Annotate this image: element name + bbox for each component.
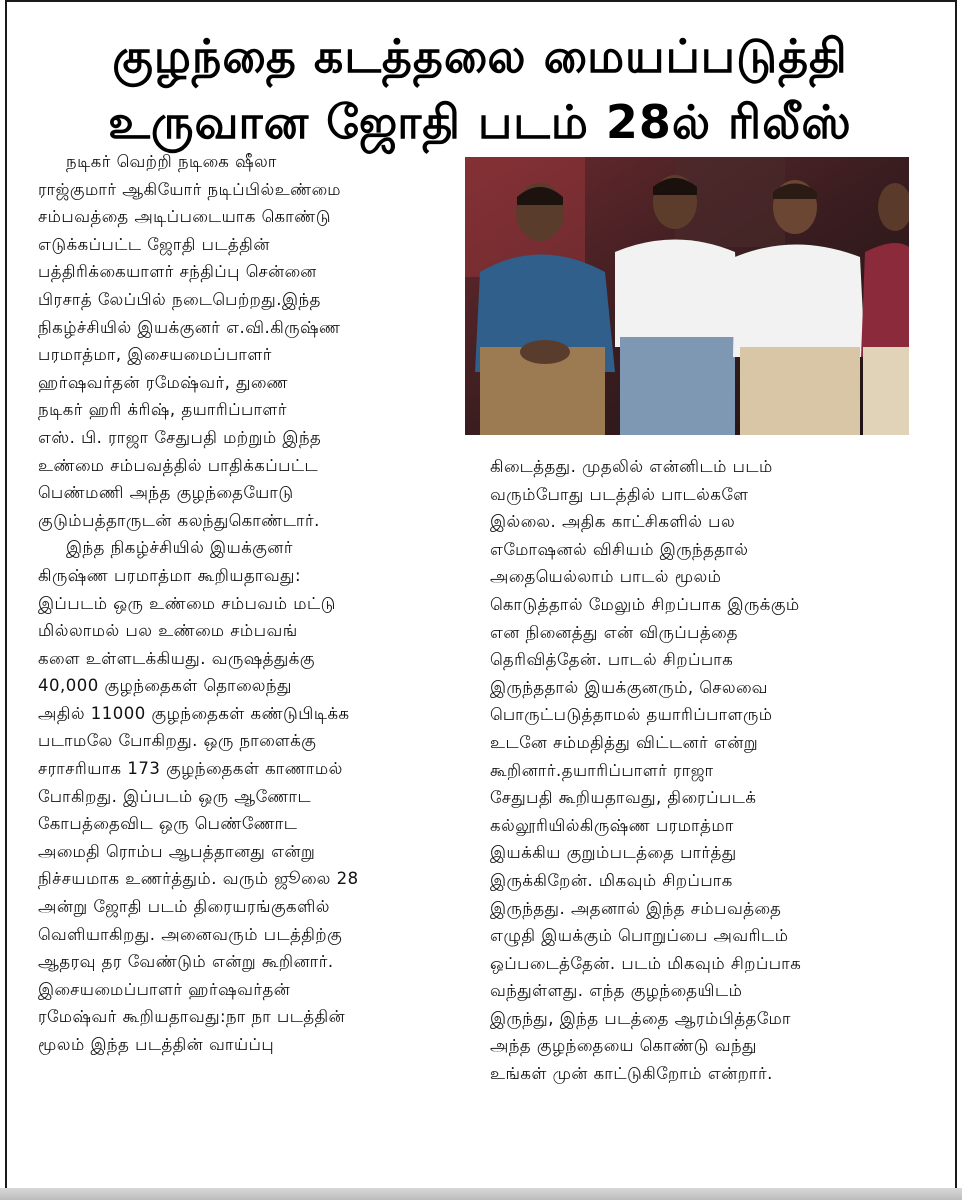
event-photo xyxy=(465,157,909,435)
article-paragraph: நடிகர் வெற்றி நடிகை ஷீலா ராஜ்குமார் ஆகியோர் நடிப்பில்உண்மை சம்பவத்தை அடிப்படையாக கொண்டு எடுக்கப்பட்ட ஜோதி படத்தின் பத்திரிக்கையாளர் சந்திப்பு சென்னை பிரசாத் லேப்பில் நடைபெற்றது.இந்த நிகழ்ச்சியில் இயக்குனர் எ.வி.கிருஷ்ண பரமாத்மா, இசையமைப்பாளர் ஹர்ஷவர்தன் ரமேஷ்வர், துணை நடிகர் ஹரி க்ரிஷ், தயாரிப்பாளர் எஸ். பி. ராஜா சேதுபதி மற்றும் இந்த உண்மை சம்பவத்தில் பாதிக்கப்பட்ட பெண்மணி அந்த குழந்தையோடு குடும்பத்தாருடன் கலந்துகொண்டார். xyxy=(38,152,342,530)
article-paragraph: இந்த நிகழ்ச்சியில் இயக்குனர் கிருஷ்ண பரமாத்மா கூறியதாவது: இப்படம் ஒரு உண்மை சம்பவம் மட்டு மில்லாமல் பல உண்மை சம்பவங் களை உள்ளடக்கியது. வருஷத்துக்கு 40,000 குழந்தைகள் தொலைந்து அதில் 11000 குழந்தைகள் கண்டுபிடிக்க படாமலே போகிறது. ஒரு நாளைக்கு சராசரியாக 173 குழந்தைகள் காணாமல் போகிறது. இப்படம் ஒரு ஆணோட கோபத்தைவிட ஒரு பெண்ணோட அமைதி ரொம்ப ஆபத்தானது என்று நிச்சயமாக உணர்த்தும். வரும் ஜூலை 28 அன்று ஜோதி படம் திரையரங்குகளில் வெளியாகிறது. அனைவரும் படத்திற்கு ஆதரவு தர வேண்டும் என்று கூறினார். இசையமைப்பாளர் ஹர்ஷவர்தன் ரமேஷ்வர் கூறியதாவது:நா நா படத்தின் மூலம் இந்த படத்தின் வாய்ப்பு xyxy=(38,538,359,1054)
bottom-edge xyxy=(0,1188,962,1200)
article-left-column xyxy=(38,148,468,1059)
article-paragraph: கிடைத்தது. முதலில் என்னிடம் படம் வரும்போது படத்தில் பாடல்களே இல்லை. அதிக காட்சிகளில் பல எமோஷனல் விசியம் இருந்ததால் அதையெல்லாம் பாடல் மூலம் கொடுத்தால் மேலும் சிறப்பாக இருக்கும் என நினைத்து என் விருப்பத்தை தெரிவித்தேன். பாடல் சிறப்பாக இருந்ததால் இயக்குனரும், செலவை பொருட்படுத்தாமல் தயாரிப்பாளரும் உடனே சம்மதித்து விட்டனர் என்று கூறினார்.தயாரிப்பாளர் ராஜா சேதுபதி கூறியதாவது, திரைப்படக் கல்லூரியில்கிருஷ்ண பரமாத்மா இயக்கிய குறும்படத்தை பார்த்து இருக்கிறேன். மிகவும் சிறப்பாக இருந்தது. அதனால் இந்த சம்பவத்தை எழுதி இயக்கும் பொறுப்பை அவரிடம் ஒப்படைத்தேன். படம் மிகவும் சிறப்பாக வந்துள்ளது. எந்த குழந்தையிடம் இருந்து, இந்த படத்தை ஆரம்பித்தமோ அந்த குழந்தையை கொண்டு வந்து உங்கள் முன் காட்டுகிறோம் என்றார். xyxy=(490,457,802,1084)
article-right-column xyxy=(490,453,920,1088)
headline-line-2: உருவான ஜோதி படம் 28ல் ரிலீஸ் xyxy=(108,95,852,149)
headline-line-1: குழந்தை கடத்தலை மையப்படுத்தி xyxy=(112,29,848,83)
press-meet-photo xyxy=(465,157,909,435)
